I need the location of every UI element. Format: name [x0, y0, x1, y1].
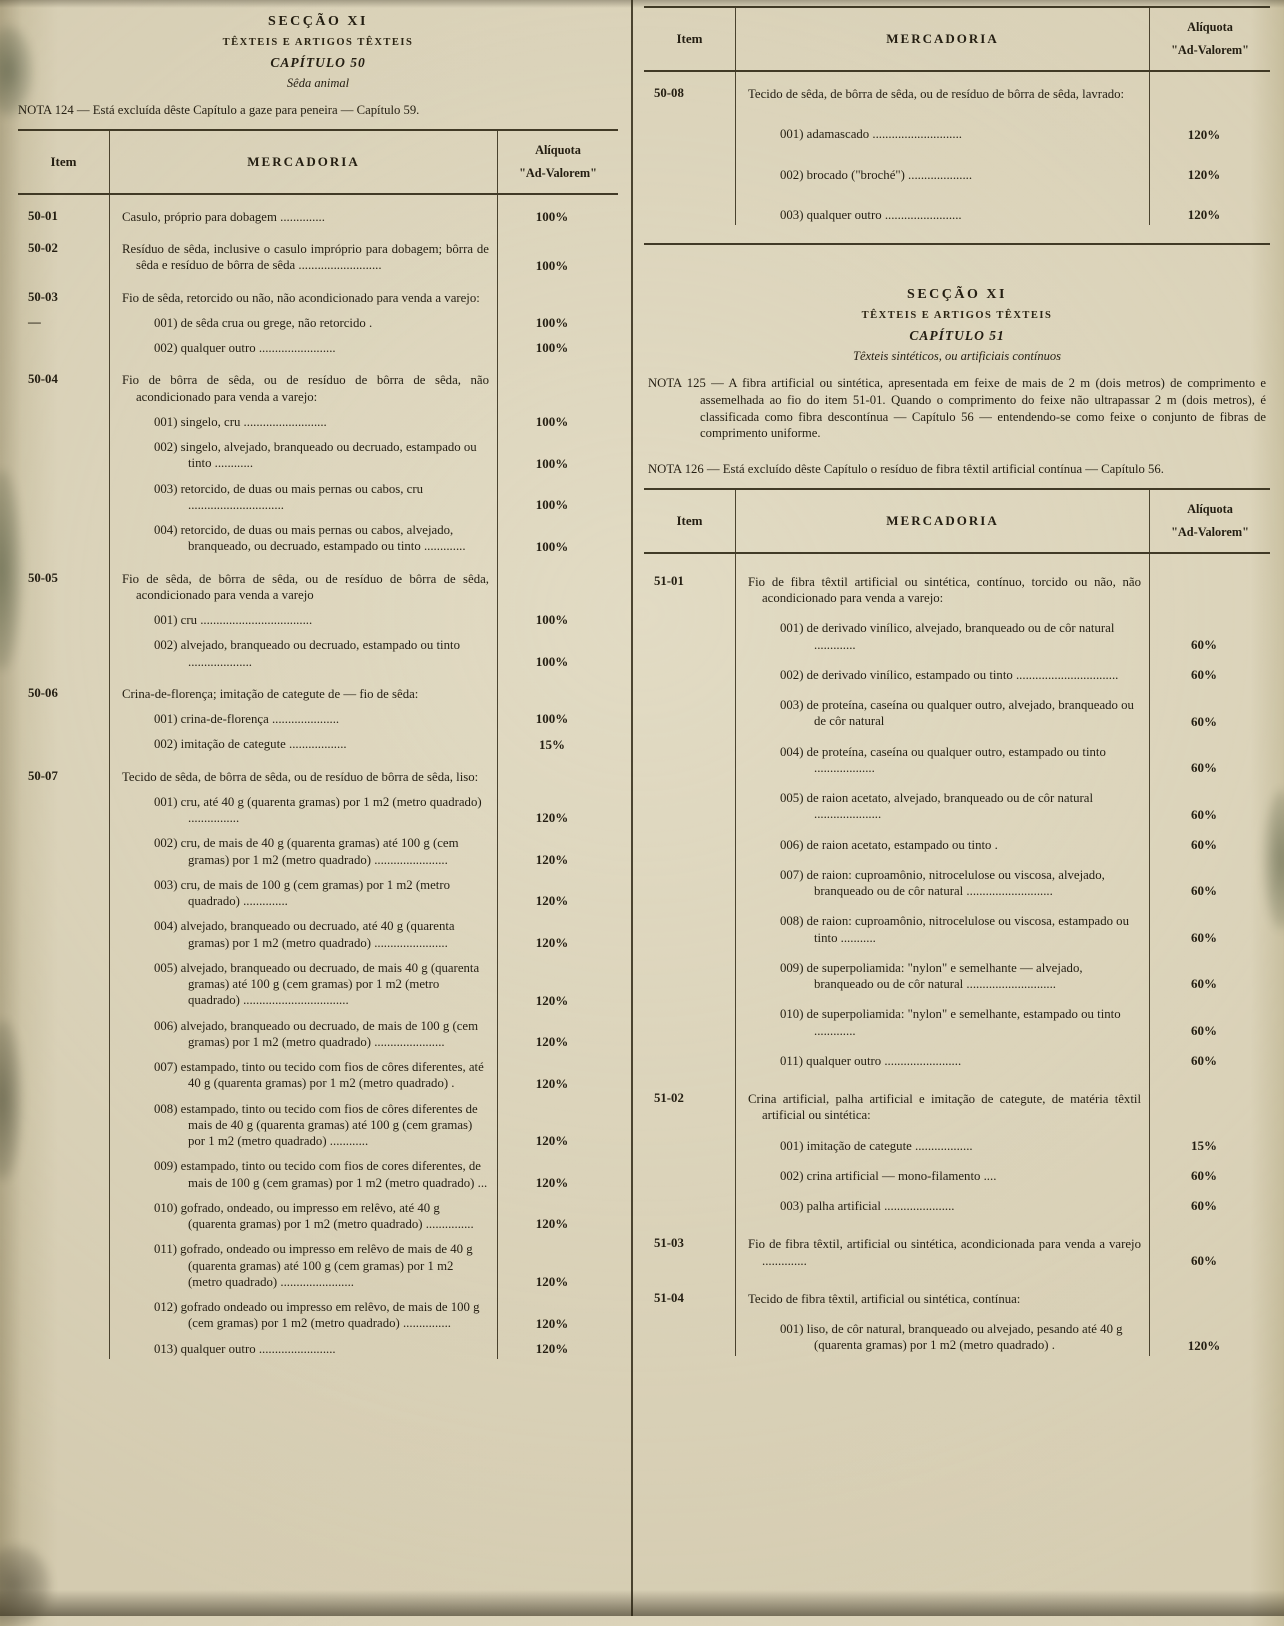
tariff-row	[644, 778, 1270, 825]
tariff-row	[18, 432, 618, 474]
merchandise-description: 012) gofrado ondeado ou impresso em relêvo, de mais de 100 g (cem gramas) por 1 m2 (metro quadrado) ...............	[110, 1292, 498, 1334]
advalorem-rate: 15%	[539, 736, 565, 752]
section-title: SECÇÃO XI	[907, 287, 1007, 302]
item-code	[644, 1041, 736, 1071]
item-code: —	[18, 308, 110, 333]
merchandise-description: 009) de superpoliamida: "nylon" e semelhante — alvejado, branqueado ou de côr natural ............................	[736, 948, 1150, 995]
merchandise-description: 002) crina artificial — mono-filamento ....	[736, 1156, 1150, 1186]
advalorem-rate	[1150, 554, 1270, 609]
advalorem-rate: 120%	[1187, 1337, 1221, 1353]
column-header-mercadoria: MERCADORIA	[110, 131, 498, 193]
merchandise-description: Crina-de-florença; imitação de categute de — fio de sêda:	[110, 672, 498, 704]
tariff-row	[644, 1186, 1270, 1216]
tariff-row	[18, 227, 618, 276]
aliquota-label: Alíquota	[1187, 20, 1233, 34]
advalorem-rate: 120%	[535, 1133, 569, 1149]
merchandise-description: 001) imitação de categute ..................	[736, 1126, 1150, 1156]
merchandise-description: Tecido de fibra têxtil, artificial ou sintética, contínua:	[736, 1271, 1150, 1309]
advalorem-rate: 100%	[535, 209, 569, 225]
item-code	[18, 605, 110, 630]
tariff-row	[644, 72, 1270, 104]
tariff-row	[644, 948, 1270, 995]
tariff-row	[18, 630, 618, 672]
aliquota-label: Alíquota	[1187, 501, 1233, 516]
tariff-row	[18, 358, 618, 407]
tariff-row	[18, 729, 618, 754]
advalorem-rate: 60%	[1191, 1252, 1217, 1268]
nota-125: NOTA 125 — A fibra artificial ou sintética, apresentada em feixe de mais de 2 m (dois metros) de comprimento e assemelhada ao fio do item 51-01. Quando o comprimento do feixe não ultrapassar 2 m (dois metros), é classificada como fibra descontínua — Capítulo 56 — entendendo-se como feixe o conjunto de fibras de comprimento uniforme.	[648, 376, 1266, 441]
advalorem-rate: 120%	[1187, 126, 1221, 142]
item-code	[18, 1052, 110, 1094]
tariff-row	[644, 855, 1270, 902]
advalorem-rate: 60%	[1191, 976, 1217, 992]
item-code	[644, 685, 736, 732]
merchandise-description: 013) qualquer outro ........................	[110, 1334, 498, 1359]
advalorem-rate: 60%	[1191, 1053, 1217, 1069]
chapter-subtitle: Têxteis sintéticos, ou artificiais contínuos	[853, 349, 1061, 363]
item-code	[644, 1156, 736, 1186]
merchandise-description: 001) cru, até 40 g (quarenta gramas) por 1 m2 (metro quadrado) ................	[110, 787, 498, 829]
advalorem-rate: 120%	[535, 1315, 569, 1331]
merchandise-description: 010) de superpoliamida: "nylon" e semelhante, estampado ou tinto .............	[736, 994, 1150, 1041]
merchandise-description: 001) de derivado vinílico, alvejado, branqueado ou de côr natural .............	[736, 608, 1150, 655]
item-code: 50-02	[18, 227, 110, 276]
advalorem-rate: 60%	[1191, 1168, 1217, 1184]
left-column	[18, 6, 618, 1588]
column-header-mercadoria: MERCADORIA	[736, 490, 1150, 552]
merchandise-description: 003) retorcido, de duas ou mais pernas ou cabos, cru ..............................	[110, 474, 498, 516]
advalorem-rate	[1150, 72, 1270, 104]
tariff-row	[18, 911, 618, 953]
advalorem-rate: 120%	[535, 851, 569, 867]
merchandise-description: Tecido de sêda, de bôrra de sêda, ou de resíduo de bôrra de sêda, lavrado:	[736, 72, 1150, 104]
item-code	[18, 407, 110, 432]
advalorem-rate: 120%	[1187, 166, 1221, 182]
table-body	[644, 554, 1270, 1356]
nota-124: NOTA 124 — Está excluída dêste Capítulo a gaze para peneira — Capítulo 59.	[18, 103, 420, 117]
merchandise-description: 003) cru, de mais de 100 g (cem gramas) por 1 m2 (metro quadrado) ..............	[110, 870, 498, 912]
advalorem-rate: 120%	[535, 1216, 569, 1232]
tariff-row	[18, 704, 618, 729]
item-code	[644, 145, 736, 185]
merchandise-description: 001) liso, de côr natural, branqueado ou alvejado, pesando até 40 g (quarenta gramas) por 1 m2 (metro quadrado) .	[736, 1309, 1150, 1356]
merchandise-description: 011) gofrado, ondeado ou impresso em relêvo de mais de 40 g (quarenta gramas) até 100 g (cem gramas) por 1 m2 (metro quadrado) .......................	[110, 1234, 498, 1292]
item-code: 50-01	[18, 195, 110, 227]
merchandise-description: Fio de sêda, de bôrra de sêda, ou de resíduo de bôrra de sêda, acondicionado para venda a varejo	[110, 557, 498, 606]
advalorem-rate: 60%	[1191, 1198, 1217, 1214]
table-body	[18, 195, 618, 1359]
tariff-row	[644, 1309, 1270, 1356]
advalorem-rate: 60%	[1191, 636, 1217, 652]
item-code: 51-03	[644, 1216, 736, 1271]
merchandise-description: 003) palha artificial ......................	[736, 1186, 1150, 1216]
item-code: 50-07	[18, 755, 110, 787]
advalorem-rate: 100%	[535, 455, 569, 471]
tariff-row	[644, 901, 1270, 948]
merchandise-description: Casulo, próprio para dobagem ..............	[110, 195, 498, 227]
section-title: SECÇÃO XI	[268, 14, 368, 29]
merchandise-description: 008) de raion: cuproamônio, nitrocelulose ou viscosa, estampado ou tinto ...........	[736, 901, 1150, 948]
tariff-row	[644, 185, 1270, 225]
tariff-row	[644, 685, 1270, 732]
merchandise-description: 004) alvejado, branqueado ou decruado, até 40 g (quarenta gramas) por 1 m2 (metro quadrado) .......................	[110, 911, 498, 953]
item-code	[644, 608, 736, 655]
tariff-row	[644, 1071, 1270, 1126]
merchandise-description: 001) crina-de-florença .....................	[110, 704, 498, 729]
advalorem-rate	[498, 672, 618, 704]
merchandise-description: 001) de sêda crua ou grege, não retorcido .	[110, 308, 498, 333]
advalorem-rate: 100%	[535, 414, 569, 430]
merchandise-description: 003) de proteína, caseína ou qualquer outro, alvejado, branqueado ou de côr natural	[736, 685, 1150, 732]
section-subtitle: TÊXTEIS E ARTIGOS TÊXTEIS	[861, 310, 1053, 321]
item-code	[18, 704, 110, 729]
item-code	[18, 870, 110, 912]
merchandise-description: Fio de fibra têxtil artificial ou sintética, contínuo, torcido ou não, não acondicionado para venda a varejo:	[736, 554, 1150, 609]
merchandise-description: 004) retorcido, de duas ou mais pernas ou cabos, alvejado, branqueado, ou decruado, estampado ou tinto .............	[110, 515, 498, 557]
advalorem-rate	[498, 358, 618, 407]
tariff-row	[18, 870, 618, 912]
chapter-title: CAPÍTULO 50	[270, 55, 366, 70]
table-header	[644, 6, 1270, 72]
advalorem-rate: 100%	[535, 315, 569, 331]
advalorem-rate: 120%	[535, 1174, 569, 1190]
advalorem-rate: 100%	[535, 711, 569, 727]
merchandise-description: 003) qualquer outro ........................	[736, 185, 1150, 225]
tariff-row	[18, 515, 618, 557]
advalorem-rate	[1150, 1071, 1270, 1126]
item-code	[18, 1334, 110, 1359]
advalorem-rate	[498, 557, 618, 606]
nota-126: NOTA 126 — Está excluído dêste Capítulo o resíduo de fibra têxtil artificial contínua — Capítulo 56.	[648, 462, 1164, 477]
item-code: 50-04	[18, 358, 110, 407]
item-code	[644, 901, 736, 948]
item-code: 50-08	[644, 72, 736, 104]
merchandise-description: 004) de proteína, caseína ou qualquer outro, estampado ou tinto ...................	[736, 732, 1150, 779]
advalorem-rate: 60%	[1191, 883, 1217, 899]
table-header	[644, 488, 1270, 554]
merchandise-description: 002) imitação de categute ..................	[110, 729, 498, 754]
tariff-row	[18, 195, 618, 227]
item-code	[18, 432, 110, 474]
advalorem-label: "Ad-Valorem"	[1171, 524, 1249, 539]
advalorem-rate: 60%	[1191, 713, 1217, 729]
tariff-row	[18, 276, 618, 308]
item-code: 51-04	[644, 1271, 736, 1309]
tariff-row	[644, 1271, 1270, 1309]
item-code	[18, 333, 110, 358]
column-header-aliquota	[1150, 490, 1270, 552]
section-heading-cap51	[644, 279, 1270, 366]
merchandise-description: 010) gofrado, ondeado, ou impresso em relêvo, até 40 g (quarenta gramas) por 1 m2 (metro quadrado) ...............	[110, 1193, 498, 1235]
merchandise-description: 009) estampado, tinto ou tecido com fios de cores diferentes, de mais de 100 g (cem gramas) por 1 m2 (metro quadrado) ...	[110, 1151, 498, 1193]
advalorem-rate: 60%	[1191, 929, 1217, 945]
merchandise-description: 002) singelo, alvejado, branqueado ou decruado, estampado ou tinto ............	[110, 432, 498, 474]
section-subtitle: TÊXTEIS E ARTIGOS TÊXTEIS	[222, 37, 414, 48]
item-code	[644, 655, 736, 685]
tariff-row	[18, 1151, 618, 1193]
item-code: 51-02	[644, 1071, 736, 1126]
tariff-row	[644, 608, 1270, 655]
merchandise-description: 002) de derivado vinílico, estampado ou tinto ................................	[736, 655, 1150, 685]
merchandise-description: Fio de bôrra de sêda, ou de resíduo de bôrra de sêda, não acondicionado para venda a varejo:	[110, 358, 498, 407]
item-code	[644, 948, 736, 995]
tariff-row	[644, 1041, 1270, 1071]
item-code	[644, 994, 736, 1041]
tariff-row	[18, 828, 618, 870]
tariff-row	[18, 1011, 618, 1053]
tariff-row	[18, 333, 618, 358]
advalorem-rate: 100%	[535, 612, 569, 628]
advalorem-rate: 100%	[535, 340, 569, 356]
merchandise-description: 002) brocado ("broché") ....................	[736, 145, 1150, 185]
advalorem-rate: 120%	[535, 810, 569, 826]
merchandise-description: Fio de sêda, retorcido ou não, não acondicionado para venda a varejo:	[110, 276, 498, 308]
item-code	[18, 911, 110, 953]
item-code: 50-03	[18, 276, 110, 308]
tariff-table-cap50-continuation	[644, 6, 1270, 245]
column-divider-rule	[618, 6, 644, 1588]
tariff-row	[18, 755, 618, 787]
advalorem-rate: 15%	[1191, 1137, 1217, 1153]
item-code	[644, 855, 736, 902]
advalorem-rate	[498, 276, 618, 308]
item-code	[644, 732, 736, 779]
item-code	[18, 953, 110, 1011]
tariff-row	[18, 605, 618, 630]
table-header	[18, 129, 618, 195]
item-code	[18, 787, 110, 829]
item-code	[644, 1186, 736, 1216]
advalorem-label: "Ad-Valorem"	[519, 165, 597, 180]
item-code	[18, 729, 110, 754]
merchandise-description: 005) de raion acetato, alvejado, branqueado ou de côr natural .....................	[736, 778, 1150, 825]
item-code	[644, 778, 736, 825]
merchandise-description: Fio de fibra têxtil, artificial ou sintética, acondicionada para venda a varejo ..............	[736, 1216, 1150, 1271]
merchandise-description: 002) cru, de mais de 40 g (quarenta gramas) até 100 g (cem gramas) por 1 m2 (metro quadrado) .......................	[110, 828, 498, 870]
tariff-row	[644, 1216, 1270, 1271]
advalorem-rate: 120%	[535, 934, 569, 950]
advalorem-rate: 100%	[535, 538, 569, 554]
item-code: 50-06	[18, 672, 110, 704]
tariff-row	[644, 655, 1270, 685]
merchandise-description: 001) adamascado ............................	[736, 104, 1150, 144]
item-code	[644, 1309, 736, 1356]
advalorem-rate: 120%	[535, 893, 569, 909]
tariff-row	[18, 1052, 618, 1094]
merchandise-description: 001) singelo, cru ..........................	[110, 407, 498, 432]
advalorem-rate: 100%	[535, 257, 569, 273]
tariff-row	[18, 1292, 618, 1334]
advalorem-rate: 120%	[535, 1034, 569, 1050]
merchandise-description: Tecido de sêda, de bôrra de sêda, ou de resíduo de bôrra de sêda, liso:	[110, 755, 498, 787]
item-code	[644, 185, 736, 225]
advalorem-rate	[498, 755, 618, 787]
tariff-row	[644, 554, 1270, 609]
tariff-row	[644, 994, 1270, 1041]
advalorem-rate: 100%	[535, 497, 569, 513]
item-code	[18, 828, 110, 870]
item-code	[18, 1234, 110, 1292]
item-code: 50-05	[18, 557, 110, 606]
tariff-table-cap50	[18, 129, 618, 1359]
tariff-row	[18, 1334, 618, 1359]
item-code	[18, 474, 110, 516]
advalorem-rate: 100%	[535, 653, 569, 669]
column-header-mercadoria: MERCADORIA	[736, 8, 1150, 70]
item-code	[18, 1292, 110, 1334]
chapter-subtitle: Sêda animal	[286, 76, 350, 90]
advalorem-rate: 120%	[535, 1340, 569, 1356]
table-body	[644, 72, 1270, 243]
column-header-item: Item	[18, 131, 110, 193]
advalorem-rate	[1150, 1271, 1270, 1309]
tariff-row	[644, 825, 1270, 855]
section-heading-cap50	[18, 6, 618, 93]
tariff-row	[18, 787, 618, 829]
merchandise-description: 007) estampado, tinto ou tecido com fios de côres diferentes, até 40 g (quarenta gramas) por 1 m2 (metro quadrado) .	[110, 1052, 498, 1094]
advalorem-rate: 60%	[1191, 836, 1217, 852]
tariff-row	[18, 1234, 618, 1292]
merchandise-description: Resíduo de sêda, inclusive o casulo impróprio para dobagem; bôrra de sêda e resíduo de bôrra de sêda ..........................	[110, 227, 498, 276]
item-code	[644, 825, 736, 855]
tariff-row	[644, 145, 1270, 185]
item-code	[18, 1011, 110, 1053]
merchandise-description: 001) cru ...................................	[110, 605, 498, 630]
tariff-row	[18, 672, 618, 704]
item-code	[18, 630, 110, 672]
advalorem-rate: 120%	[535, 992, 569, 1008]
item-code	[18, 1151, 110, 1193]
tariff-row	[18, 1094, 618, 1152]
item-code	[644, 1126, 736, 1156]
merchandise-description: 008) estampado, tinto ou tecido com fios de côres diferentes de mais de 40 g (quarenta gramas) até 100 g (cem gramas) por 1 m2 (metro quadrado) ............	[110, 1094, 498, 1152]
tariff-row	[18, 474, 618, 516]
tariff-row	[18, 1193, 618, 1235]
tariff-row	[18, 557, 618, 606]
column-header-aliquota	[1150, 8, 1270, 70]
advalorem-rate: 60%	[1191, 760, 1217, 776]
merchandise-description: 011) qualquer outro ........................	[736, 1041, 1150, 1071]
advalorem-rate: 60%	[1191, 1022, 1217, 1038]
right-column	[644, 6, 1270, 1588]
column-header-item: Item	[644, 8, 736, 70]
advalorem-rate: 120%	[1187, 207, 1221, 222]
tariff-row	[644, 1156, 1270, 1186]
item-code	[18, 515, 110, 557]
merchandise-description: 005) alvejado, branqueado ou decruado, de mais 40 g (quarenta gramas) até 100 g (cem gramas) por 1 m2 (metro quadrado) .................................	[110, 953, 498, 1011]
item-code: 51-01	[644, 554, 736, 609]
aliquota-label: Alíquota	[535, 142, 581, 157]
tariff-table-cap51	[644, 488, 1270, 1356]
merchandise-description: 006) de raion acetato, estampado ou tinto .	[736, 825, 1150, 855]
column-header-item: Item	[644, 490, 736, 552]
merchandise-description: 006) alvejado, branqueado ou decruado, de mais de 100 g (cem gramas) por 1 m2 (metro quadrado) ......................	[110, 1011, 498, 1053]
tariff-row	[644, 1126, 1270, 1156]
merchandise-description: 002) alvejado, branqueado ou decruado, estampado ou tinto ....................	[110, 630, 498, 672]
tariff-row	[644, 732, 1270, 779]
column-header-aliquota	[498, 131, 618, 193]
tariff-row	[18, 308, 618, 333]
item-code	[18, 1193, 110, 1235]
tariff-row	[18, 407, 618, 432]
advalorem-rate: 120%	[535, 1274, 569, 1290]
advalorem-rate: 120%	[535, 1075, 569, 1091]
tariff-row	[18, 953, 618, 1011]
item-code	[644, 104, 736, 144]
merchandise-description: 007) de raion: cuproamônio, nitrocelulose ou viscosa, alvejado, branqueado ou de côr natural ...........................	[736, 855, 1150, 902]
chapter-title: CAPÍTULO 51	[909, 328, 1005, 343]
advalorem-label: "Ad-Valorem"	[1171, 43, 1249, 57]
advalorem-rate: 60%	[1191, 667, 1217, 683]
tariff-row	[644, 104, 1270, 144]
merchandise-description: 002) qualquer outro ........................	[110, 333, 498, 358]
item-code	[18, 1094, 110, 1152]
advalorem-rate: 60%	[1191, 806, 1217, 822]
merchandise-description: Crina artificial, palha artificial e imitação de categute, de matéria têxtil artificial ou sintética:	[736, 1071, 1150, 1126]
